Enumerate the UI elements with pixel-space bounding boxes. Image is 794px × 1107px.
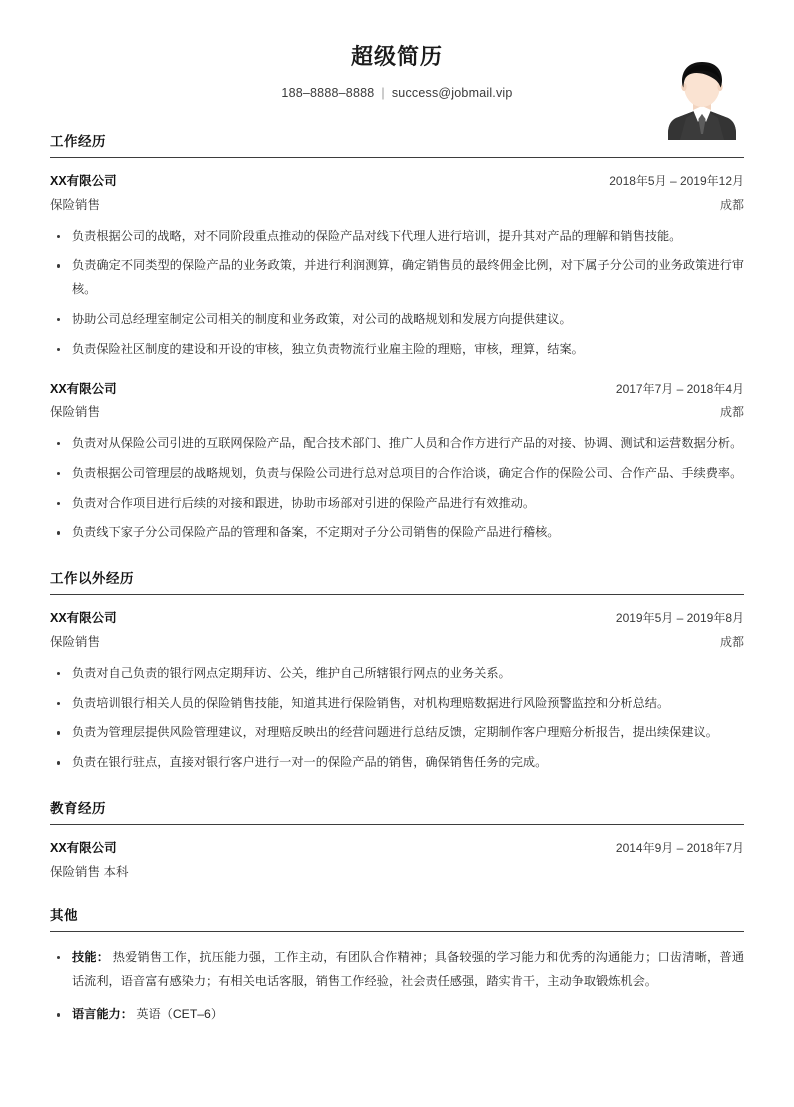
- bullet-dot-icon: [57, 442, 60, 445]
- entry-bullet-list: [50, 662, 744, 775]
- language-text: 英语（CET–6）: [132, 1007, 224, 1022]
- bullet-text: 负责保险社区制度的建设和开设的审核，独立负责物流行业雇主险的理赔，审核，理算，结案。: [72, 341, 584, 356]
- section-divider: [50, 931, 744, 932]
- header-text-block: [50, 44, 744, 101]
- phone-number: 188–8888–8888: [281, 86, 375, 101]
- list-item: [50, 662, 744, 686]
- bullet-dot-icon: [57, 956, 60, 959]
- bullet-text: 负责确定不同类型的保险产品的业务政策，并进行利润测算，确定销售员的最终佣金比例，对下属子分公司的业务政策进行审核。: [72, 258, 744, 297]
- section-title: 工作经历: [50, 134, 106, 149]
- list-item: [50, 692, 744, 716]
- entry-subheader-row: [50, 863, 744, 882]
- entry-location: 成都: [719, 405, 744, 420]
- bullet-text: 负责对从保险公司引进的互联网保险产品，配合技术部门、推广人员和合作方进行产品的对接、协调、测试和运营数据分析。: [72, 436, 743, 451]
- experience-entry: [50, 380, 744, 546]
- skills-text: 热爱销售工作，抗压能力强，工作主动，有团队合作精神；具备较强的学习能力和优秀的沟通能力；口齿清晰，普通话流利，语音富有感染力；有相关电话客服，销售工作经验，社会责任感强，踏实肯干，主动争取锻炼机会。: [72, 949, 745, 988]
- bullet-dot-icon: [57, 235, 60, 238]
- entry-bullet-list: [50, 225, 744, 362]
- bullet-dot-icon: [57, 472, 60, 475]
- entry-organization: XX有限公司: [50, 841, 117, 856]
- section-divider: [50, 157, 744, 158]
- bullet-dot-icon: [57, 318, 60, 321]
- entry-location: 成都: [719, 635, 744, 650]
- skills-label: 技能：: [72, 949, 110, 964]
- section-extracurricular-experience: [50, 571, 744, 775]
- entry-degree: 保险销售 本科: [50, 864, 129, 879]
- entry-location: 成都: [719, 197, 744, 212]
- list-item: [50, 492, 744, 516]
- resume-content: [0, 134, 794, 1027]
- section-divider: [50, 824, 744, 825]
- contact-separator: |: [381, 86, 385, 101]
- other-bullet-list: [50, 946, 744, 1027]
- entry-header-row: [50, 380, 744, 399]
- language-label: 语言能力：: [72, 1007, 133, 1022]
- section-title: 其他: [50, 907, 78, 923]
- list-item: [50, 308, 744, 332]
- bullet-text: 负责对合作项目进行后续的对接和跟进，协助市场部对引进的保险产品进行有效推动。: [72, 495, 536, 510]
- entry-header-row: [50, 609, 744, 628]
- resume-header: [0, 0, 794, 112]
- list-item: [50, 432, 744, 456]
- bullet-text: 负责为管理层提供风险管理建议，对理赔反映出的经营问题进行总结反馈，定期制作客户理赔分析报告，提出续保建议。: [72, 725, 718, 740]
- bullet-dot-icon: [57, 348, 60, 351]
- bullet-text: 协助公司总经理室制定公司相关的制度和业务政策，对公司的战略规划和发展方向提供建议。: [72, 312, 572, 327]
- email-address: success@jobmail.vip: [391, 86, 513, 101]
- experience-entry: [50, 172, 744, 361]
- entry-subheader-row: [50, 403, 744, 422]
- entry-organization: XX有限公司: [50, 174, 117, 189]
- page-title: 超级简历: [350, 44, 443, 69]
- bullet-dot-icon: [57, 672, 60, 675]
- entry-subheader-row: [50, 196, 744, 215]
- entry-role: 保险销售: [50, 635, 101, 650]
- bullet-dot-icon: [57, 702, 60, 705]
- entry-role: 保险销售: [50, 405, 101, 420]
- bullet-text: 负责对自己负责的银行网点定期拜访、公关，维护自己所辖银行网点的业务关系。: [72, 665, 511, 680]
- list-item: [50, 751, 744, 775]
- bullet-dot-icon: [57, 761, 60, 764]
- entry-bullet-list: [50, 432, 744, 545]
- entry-subheader-row: [50, 633, 744, 652]
- person-avatar-icon: [660, 48, 744, 140]
- list-item: [50, 946, 744, 994]
- experience-entry: [50, 609, 744, 775]
- bullet-text: 负责根据公司管理层的战略规划，负责与保险公司进行总对总项目的合作洽谈，确定合作的保险公司、合作产品、手续费率。: [72, 465, 743, 480]
- entry-organization: XX有限公司: [50, 381, 117, 396]
- entry-date-range: 2018年5月 – 2019年12月: [609, 174, 744, 189]
- section-title: 教育经历: [50, 801, 106, 817]
- bullet-text: 负责根据公司的战略，对不同阶段重点推动的保险产品对线下代理人进行培训，提升其对产品的理解和销售技能。: [72, 228, 682, 243]
- entry-date-range: 2017年7月 – 2018年4月: [615, 381, 744, 396]
- list-item: [50, 225, 744, 249]
- bullet-dot-icon: [57, 502, 60, 505]
- education-entry: [50, 839, 744, 882]
- bullet-dot-icon: [57, 264, 60, 267]
- avatar: [660, 48, 744, 140]
- section-divider: [50, 594, 744, 595]
- section-other: [50, 908, 744, 1028]
- entry-role: 保险销售: [50, 197, 101, 212]
- list-item: [50, 721, 744, 745]
- list-item: [50, 1003, 744, 1027]
- list-item: [50, 521, 744, 545]
- bullet-dot-icon: [57, 531, 60, 534]
- list-item: [50, 254, 744, 302]
- list-item: [50, 338, 744, 362]
- section-work-experience: [50, 134, 744, 545]
- section-title: 工作以外经历: [50, 571, 134, 587]
- entry-organization: XX有限公司: [50, 611, 117, 626]
- bullet-text: 负责线下家子分公司保险产品的管理和备案，不定期对子分公司销售的保险产品进行稽核。: [72, 525, 560, 540]
- entry-header-row: [50, 172, 744, 191]
- contact-line: [50, 86, 744, 101]
- bullet-dot-icon: [57, 1013, 60, 1016]
- bullet-dot-icon: [57, 731, 60, 734]
- bullet-text: 负责培训银行相关人员的保险销售技能，知道其进行保险销售，对机构理赔数据进行风险预警监控和分析总结。: [72, 695, 670, 710]
- entry-header-row: [50, 839, 744, 858]
- section-education: [50, 801, 744, 882]
- list-item: [50, 462, 744, 486]
- entry-date-range: 2014年9月 – 2018年7月: [615, 841, 744, 856]
- bullet-text: 负责在银行驻点，直接对银行客户进行一对一的保险产品的销售，确保销售任务的完成。: [72, 755, 548, 770]
- entry-date-range: 2019年5月 – 2019年8月: [615, 611, 744, 626]
